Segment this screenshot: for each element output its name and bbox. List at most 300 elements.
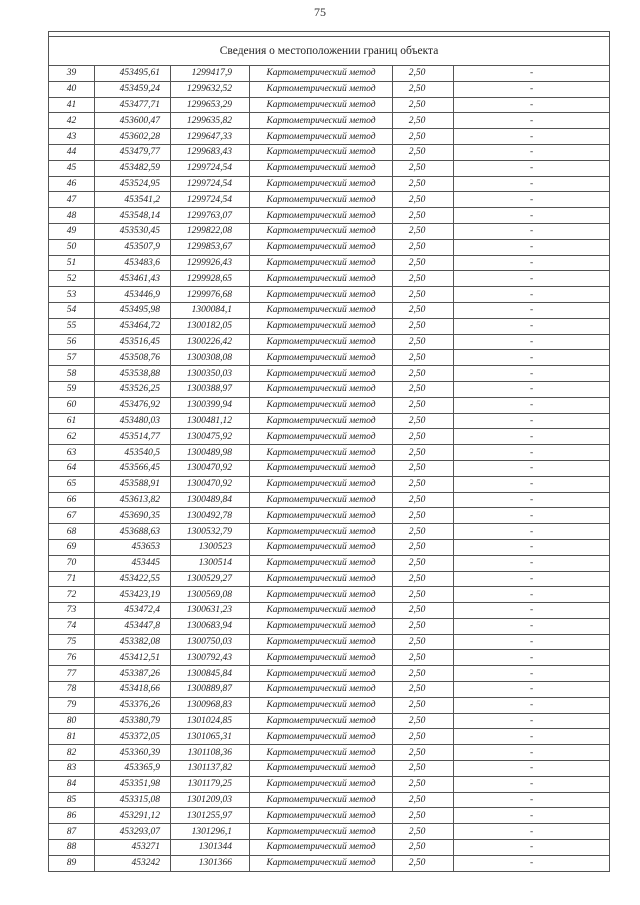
point-number-cell: 50 [49,239,95,255]
extra-cell: - [454,634,610,650]
accuracy-cell: 2,50 [393,144,454,160]
accuracy-cell: 2,50 [393,682,454,698]
y-coordinate-cell: 1300399,94 [171,397,250,413]
x-coordinate-cell: 453602,28 [95,129,171,145]
point-number-cell: 65 [49,476,95,492]
x-coordinate-cell: 453538,88 [95,366,171,382]
method-cell: Картометрический метод [250,429,393,445]
accuracy-cell: 2,50 [393,271,454,287]
table-row [49,792,610,808]
y-coordinate-cell: 1300388,97 [171,381,250,397]
page-number: 75 [314,5,326,19]
y-coordinate-cell: 1300350,03 [171,366,250,382]
point-number-cell: 55 [49,318,95,334]
x-coordinate-cell: 453351,98 [95,776,171,792]
y-coordinate-cell: 1300084,1 [171,302,250,318]
x-coordinate-cell: 453445 [95,555,171,571]
table-row [49,255,610,271]
accuracy-cell: 2,50 [393,840,454,856]
extra-cell: - [454,808,610,824]
table-row [49,508,610,524]
accuracy-cell: 2,50 [393,413,454,429]
accuracy-cell: 2,50 [393,571,454,587]
accuracy-cell: 2,50 [393,176,454,192]
extra-cell: - [454,144,610,160]
method-cell: Картометрический метод [250,255,393,271]
accuracy-cell: 2,50 [393,634,454,650]
table-row [49,524,610,540]
x-coordinate-cell: 453477,71 [95,97,171,113]
accuracy-cell: 2,50 [393,255,454,271]
extra-cell: - [454,413,610,429]
extra-cell: - [454,524,610,540]
y-coordinate-cell: 1299853,67 [171,239,250,255]
y-coordinate-cell: 1300532,79 [171,524,250,540]
y-coordinate-cell: 1300792,43 [171,650,250,666]
extra-cell: - [454,192,610,208]
y-coordinate-cell: 1300481,12 [171,413,250,429]
table-row [49,697,610,713]
extra-cell: - [454,302,610,318]
method-cell: Картометрический метод [250,713,393,729]
y-coordinate-cell: 1300475,92 [171,429,250,445]
y-coordinate-cell: 1300683,94 [171,618,250,634]
x-coordinate-cell: 453446,9 [95,287,171,303]
method-cell: Картометрический метод [250,97,393,113]
table-row [49,334,610,350]
point-number-cell: 58 [49,366,95,382]
extra-cell: - [454,239,610,255]
accuracy-cell: 2,50 [393,208,454,224]
table-row [49,350,610,366]
accuracy-cell: 2,50 [393,776,454,792]
table-row [49,776,610,792]
extra-cell: - [454,255,610,271]
extra-cell: - [454,650,610,666]
table-row [49,808,610,824]
y-coordinate-cell: 1300569,08 [171,587,250,603]
method-cell: Картометрический метод [250,287,393,303]
extra-cell: - [454,729,610,745]
accuracy-cell: 2,50 [393,539,454,555]
method-cell: Картометрический метод [250,603,393,619]
point-number-cell: 57 [49,350,95,366]
accuracy-cell: 2,50 [393,761,454,777]
x-coordinate-cell: 453459,24 [95,81,171,97]
y-coordinate-cell: 1299976,68 [171,287,250,303]
method-cell: Картометрический метод [250,81,393,97]
method-cell: Картометрический метод [250,571,393,587]
x-coordinate-cell: 453588,91 [95,476,171,492]
y-coordinate-cell: 1299647,33 [171,129,250,145]
y-coordinate-cell: 1301255,97 [171,808,250,824]
y-coordinate-cell: 1300489,84 [171,492,250,508]
y-coordinate-cell: 1299653,29 [171,97,250,113]
y-coordinate-cell: 1299724,54 [171,176,250,192]
accuracy-cell: 2,50 [393,397,454,413]
extra-cell: - [454,476,610,492]
method-cell: Картометрический метод [250,682,393,698]
y-coordinate-cell: 1301366 [171,855,250,871]
accuracy-cell: 2,50 [393,618,454,634]
point-number-cell: 51 [49,255,95,271]
y-coordinate-cell: 1299683,43 [171,144,250,160]
point-number-cell: 74 [49,618,95,634]
y-coordinate-cell: 1301296,1 [171,824,250,840]
point-number-cell: 62 [49,429,95,445]
x-coordinate-cell: 453423,19 [95,587,171,603]
table-row [49,745,610,761]
y-coordinate-cell: 1299763,07 [171,208,250,224]
table-row [49,81,610,97]
table-row [49,761,610,777]
table-row [49,113,610,129]
point-number-cell: 41 [49,97,95,113]
extra-cell: - [454,745,610,761]
x-coordinate-cell: 453690,35 [95,508,171,524]
point-number-cell: 88 [49,840,95,856]
extra-cell: - [454,366,610,382]
x-coordinate-cell: 453315,08 [95,792,171,808]
point-number-cell: 86 [49,808,95,824]
table-row [49,855,610,871]
accuracy-cell: 2,50 [393,192,454,208]
extra-cell: - [454,81,610,97]
table-body [49,32,610,872]
method-cell: Картометрический метод [250,381,393,397]
method-cell: Картометрический метод [250,729,393,745]
method-cell: Картометрический метод [250,650,393,666]
table-row [49,429,610,445]
x-coordinate-cell: 453600,47 [95,113,171,129]
point-number-cell: 85 [49,792,95,808]
extra-cell: - [454,445,610,461]
method-cell: Картометрический метод [250,761,393,777]
accuracy-cell: 2,50 [393,97,454,113]
table-row [49,539,610,555]
method-cell: Картометрический метод [250,208,393,224]
method-cell: Картометрический метод [250,555,393,571]
method-cell: Картометрический метод [250,524,393,540]
method-cell: Картометрический метод [250,129,393,145]
table-row [49,840,610,856]
point-number-cell: 47 [49,192,95,208]
accuracy-cell: 2,50 [393,492,454,508]
table-row [49,192,610,208]
y-coordinate-cell: 1301137,82 [171,761,250,777]
table-row [49,634,610,650]
point-number-cell: 77 [49,666,95,682]
accuracy-cell: 2,50 [393,729,454,745]
accuracy-cell: 2,50 [393,287,454,303]
x-coordinate-cell: 453540,5 [95,445,171,461]
accuracy-cell: 2,50 [393,66,454,82]
extra-cell: - [454,429,610,445]
accuracy-cell: 2,50 [393,350,454,366]
point-number-cell: 64 [49,460,95,476]
extra-cell: - [454,508,610,524]
point-number-cell: 69 [49,539,95,555]
point-number-cell: 87 [49,824,95,840]
x-coordinate-cell: 453516,45 [95,334,171,350]
method-cell: Картометрический метод [250,397,393,413]
extra-cell: - [454,460,610,476]
x-coordinate-cell: 453530,45 [95,223,171,239]
extra-cell: - [454,271,610,287]
table-row [49,413,610,429]
extra-cell: - [454,334,610,350]
method-cell: Картометрический метод [250,350,393,366]
x-coordinate-cell: 453526,25 [95,381,171,397]
table-row [49,208,610,224]
x-coordinate-cell: 453380,79 [95,713,171,729]
x-coordinate-cell: 453480,03 [95,413,171,429]
table-row [49,366,610,382]
extra-cell: - [454,697,610,713]
method-cell: Картометрический метод [250,697,393,713]
accuracy-cell: 2,50 [393,603,454,619]
extra-cell: - [454,776,610,792]
accuracy-cell: 2,50 [393,650,454,666]
method-cell: Картометрический метод [250,539,393,555]
table-row [49,129,610,145]
extra-cell: - [454,855,610,871]
y-coordinate-cell: 1300489,98 [171,445,250,461]
extra-cell: - [454,66,610,82]
method-cell: Картометрический метод [250,808,393,824]
extra-cell: - [454,208,610,224]
x-coordinate-cell: 453514,77 [95,429,171,445]
method-cell: Картометрический метод [250,476,393,492]
method-cell: Картометрический метод [250,792,393,808]
table-row [49,571,610,587]
y-coordinate-cell: 1299822,08 [171,223,250,239]
y-coordinate-cell: 1301179,25 [171,776,250,792]
method-cell: Картометрический метод [250,366,393,382]
accuracy-cell: 2,50 [393,81,454,97]
x-coordinate-cell: 453495,98 [95,302,171,318]
y-coordinate-cell: 1300845,84 [171,666,250,682]
point-number-cell: 44 [49,144,95,160]
accuracy-cell: 2,50 [393,508,454,524]
table-row [49,460,610,476]
accuracy-cell: 2,50 [393,808,454,824]
y-coordinate-cell: 1300631,23 [171,603,250,619]
point-number-cell: 56 [49,334,95,350]
x-coordinate-cell: 453365,9 [95,761,171,777]
x-coordinate-cell: 453382,08 [95,634,171,650]
accuracy-cell: 2,50 [393,223,454,239]
x-coordinate-cell: 453242 [95,855,171,871]
extra-cell: - [454,397,610,413]
table-row [49,271,610,287]
extra-cell: - [454,176,610,192]
accuracy-cell: 2,50 [393,381,454,397]
x-coordinate-cell: 453464,72 [95,318,171,334]
table-row [49,476,610,492]
y-coordinate-cell: 1299724,54 [171,160,250,176]
x-coordinate-cell: 453548,14 [95,208,171,224]
x-coordinate-cell: 453461,43 [95,271,171,287]
point-number-cell: 61 [49,413,95,429]
table-title: Сведения о местоположении границ объекта [49,37,610,66]
accuracy-cell: 2,50 [393,302,454,318]
extra-cell: - [454,713,610,729]
y-coordinate-cell: 1301065,31 [171,729,250,745]
method-cell: Картометрический метод [250,239,393,255]
x-coordinate-cell: 453566,45 [95,460,171,476]
extra-cell: - [454,666,610,682]
y-coordinate-cell: 1299926,43 [171,255,250,271]
x-coordinate-cell: 453508,76 [95,350,171,366]
extra-cell: - [454,223,610,239]
point-number-cell: 79 [49,697,95,713]
y-coordinate-cell: 1301344 [171,840,250,856]
method-cell: Картометрический метод [250,492,393,508]
x-coordinate-cell: 453447,8 [95,618,171,634]
x-coordinate-cell: 453507,9 [95,239,171,255]
method-cell: Картометрический метод [250,318,393,334]
extra-cell: - [454,160,610,176]
table-row [49,318,610,334]
point-number-cell: 60 [49,397,95,413]
method-cell: Картометрический метод [250,666,393,682]
table-row [49,223,610,239]
point-number-cell: 78 [49,682,95,698]
method-cell: Картометрический метод [250,176,393,192]
x-coordinate-cell: 453422,55 [95,571,171,587]
method-cell: Картометрический метод [250,144,393,160]
table-row [49,160,610,176]
y-coordinate-cell: 1300523 [171,539,250,555]
method-cell: Картометрический метод [250,840,393,856]
extra-cell: - [454,287,610,303]
point-number-cell: 43 [49,129,95,145]
extra-cell: - [454,682,610,698]
point-number-cell: 75 [49,634,95,650]
y-coordinate-cell: 1300529,27 [171,571,250,587]
table-row [49,587,610,603]
table-row [49,555,610,571]
table-row [49,603,610,619]
x-coordinate-cell: 453476,92 [95,397,171,413]
accuracy-cell: 2,50 [393,445,454,461]
accuracy-cell: 2,50 [393,239,454,255]
accuracy-cell: 2,50 [393,745,454,761]
table-row [49,381,610,397]
method-cell: Картометрический метод [250,445,393,461]
y-coordinate-cell: 1300968,83 [171,697,250,713]
x-coordinate-cell: 453291,12 [95,808,171,824]
x-coordinate-cell: 453613,82 [95,492,171,508]
y-coordinate-cell: 1301209,03 [171,792,250,808]
y-coordinate-cell: 1300308,08 [171,350,250,366]
x-coordinate-cell: 453541,2 [95,192,171,208]
table-row [49,176,610,192]
extra-cell: - [454,318,610,334]
table-row [49,97,610,113]
point-number-cell: 46 [49,176,95,192]
point-number-cell: 45 [49,160,95,176]
x-coordinate-cell: 453495,61 [95,66,171,82]
extra-cell: - [454,587,610,603]
point-number-cell: 48 [49,208,95,224]
point-number-cell: 84 [49,776,95,792]
x-coordinate-cell: 453372,05 [95,729,171,745]
extra-cell: - [454,824,610,840]
y-coordinate-cell: 1301024,85 [171,713,250,729]
accuracy-cell: 2,50 [393,429,454,445]
method-cell: Картометрический метод [250,618,393,634]
y-coordinate-cell: 1300182,05 [171,318,250,334]
extra-cell: - [454,539,610,555]
table-row [49,445,610,461]
table-row [49,397,610,413]
method-cell: Картометрический метод [250,634,393,650]
point-number-cell: 67 [49,508,95,524]
method-cell: Картометрический метод [250,587,393,603]
y-coordinate-cell: 1300470,92 [171,460,250,476]
x-coordinate-cell: 453479,77 [95,144,171,160]
x-coordinate-cell: 453653 [95,539,171,555]
point-number-cell: 73 [49,603,95,619]
accuracy-cell: 2,50 [393,524,454,540]
method-cell: Картометрический метод [250,223,393,239]
method-cell: Картометрический метод [250,855,393,871]
accuracy-cell: 2,50 [393,129,454,145]
point-number-cell: 39 [49,66,95,82]
extra-cell: - [454,492,610,508]
method-cell: Картометрический метод [250,302,393,318]
x-coordinate-cell: 453293,07 [95,824,171,840]
table-row [49,682,610,698]
accuracy-cell: 2,50 [393,855,454,871]
x-coordinate-cell: 453688,63 [95,524,171,540]
extra-cell: - [454,603,610,619]
table-row [49,650,610,666]
table-row [49,287,610,303]
extra-cell: - [454,555,610,571]
accuracy-cell: 2,50 [393,460,454,476]
table-row [49,824,610,840]
y-coordinate-cell: 1299928,65 [171,271,250,287]
point-number-cell: 63 [49,445,95,461]
table-title-row [49,37,610,66]
accuracy-cell: 2,50 [393,366,454,382]
point-number-cell: 66 [49,492,95,508]
table-row [49,618,610,634]
table-row [49,144,610,160]
method-cell: Картометрический метод [250,508,393,524]
point-number-cell: 49 [49,223,95,239]
accuracy-cell: 2,50 [393,697,454,713]
method-cell: Картометрический метод [250,271,393,287]
point-number-cell: 71 [49,571,95,587]
method-cell: Картометрический метод [250,160,393,176]
accuracy-cell: 2,50 [393,318,454,334]
table-row [49,66,610,82]
accuracy-cell: 2,50 [393,666,454,682]
table-row [49,713,610,729]
extra-cell: - [454,97,610,113]
extra-cell: - [454,113,610,129]
point-number-cell: 42 [49,113,95,129]
table-row [49,239,610,255]
x-coordinate-cell: 453483,6 [95,255,171,271]
extra-cell: - [454,618,610,634]
accuracy-cell: 2,50 [393,334,454,350]
x-coordinate-cell: 453376,26 [95,697,171,713]
